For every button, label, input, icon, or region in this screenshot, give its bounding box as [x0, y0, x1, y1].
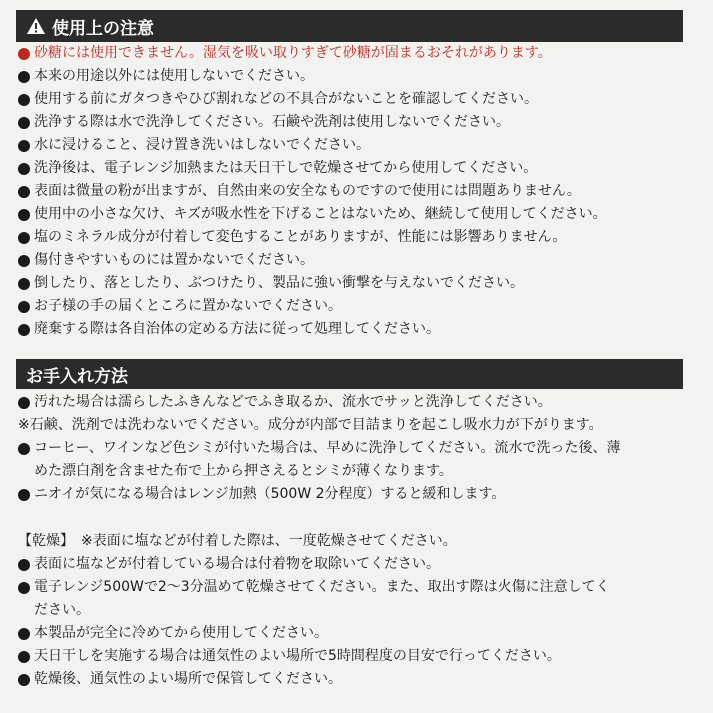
list-item	[18, 272, 698, 295]
list-item-text: 表面は微量の粉が出ますが、自然由来の安全なものですので使用には問題ありません。	[34, 183, 581, 199]
list-item	[18, 576, 698, 599]
bullet-icon	[18, 674, 30, 686]
section-header-care	[16, 359, 683, 389]
list-item-continuation	[18, 460, 698, 483]
list-item	[18, 249, 698, 272]
list-item	[18, 622, 698, 645]
bullet-icon	[18, 71, 30, 83]
bullet-icon	[18, 278, 30, 290]
bullet-icon	[18, 324, 30, 336]
list-item-continuation	[18, 599, 698, 622]
list-item-text: 使用中の小さな欠け、キズが吸水性を下げることはないため、継続して使用してください。	[34, 206, 607, 222]
list-item	[18, 645, 698, 668]
list-item-text: 塩のミネラル成分が付着して変色することがありますが、性能には影響ありません。	[34, 229, 567, 245]
list-item-text: 傷付きやすいものには置かないでください。	[34, 252, 314, 268]
bullet-icon	[18, 232, 30, 244]
bullet-icon	[18, 140, 30, 152]
bullet-icon	[18, 255, 30, 267]
list-item-text: 洗浄後は、電子レンジ加熱または天日干しで乾燥させてから使用してください。	[34, 160, 538, 176]
list-item-text: 電子レンジ500Wで2～3分温めて乾燥させてください。また、取出す際は火傷に注意してく	[34, 579, 610, 595]
list-item-text: 乾燥後、通気性のよい場所で保管してください。	[34, 671, 342, 687]
warning-triangle-icon	[26, 17, 46, 35]
list-item	[18, 226, 698, 249]
list-item	[18, 134, 698, 157]
list-item-warning	[18, 42, 698, 65]
list-item-text: 使用する前にガタつきやひび割れなどの不具合がないことを確認してください。	[34, 91, 538, 107]
list-item	[18, 203, 698, 226]
list-item-text: ※石鹸、洗剤では洗わないでください。成分が内部で目詰まりを起こし吸水力が下がります。	[18, 417, 603, 433]
list-item	[18, 668, 698, 691]
list-item-text: 本製品が完全に冷めてから使用してください。	[34, 625, 328, 641]
list-item	[18, 111, 698, 134]
list-item	[18, 553, 698, 576]
bullet-icon	[18, 397, 30, 409]
bullet-icon	[18, 489, 30, 501]
section-header-usage-cautions	[16, 10, 683, 42]
list-item-text: 水に浸けること、浸け置き洗いはしないでください。	[34, 137, 370, 153]
list-item-text: 【乾燥】 ※表面に塩などが付着した際は、一度乾燥させてください。	[18, 533, 457, 549]
bullet-icon	[18, 628, 30, 640]
bullet-icon	[18, 94, 30, 106]
bullet-icon	[18, 559, 30, 571]
list-item-text: 砂糖には使用できません。湿気を吸い取りすぎて砂糖が固まるおそれがあります。	[34, 45, 552, 61]
section-title: お手入れ方法	[26, 366, 128, 387]
list-item-text: コーヒー、ワインなど色シミが付いた場合は、早めに洗浄してください。流水で洗った後、薄	[34, 440, 621, 456]
bullet-icon	[18, 163, 30, 175]
list-item	[18, 88, 698, 111]
list-item-text: めた漂白剤を含ませた布で上から押さえるとシミが薄くなります。	[34, 463, 453, 479]
list-item	[18, 295, 698, 318]
bullet-icon	[18, 48, 30, 60]
list-note	[18, 414, 698, 437]
usage-cautions-list	[18, 42, 698, 341]
bullet-icon	[18, 186, 30, 198]
list-item-text: お子様の手の届くところに置かないでください。	[34, 298, 342, 314]
list-item	[18, 318, 698, 341]
drying-list	[18, 530, 698, 691]
list-item-text: ニオイが気になる場合はレンジ加熱（500W 2分程度）すると緩和します。	[34, 486, 506, 502]
list-item	[18, 180, 698, 203]
list-item-text: 表面に塩などが付着している場合は付着物を取除いてください。	[34, 556, 440, 572]
list-item	[18, 437, 698, 460]
list-item	[18, 391, 698, 414]
list-item-text: 汚れた場合は濡らしたふきんなどでふき取るか、流水でサッと洗浄してください。	[34, 394, 552, 410]
list-item-text: ださい。	[34, 602, 90, 618]
bullet-icon	[18, 209, 30, 221]
list-item-text: 廃棄する際は各自治体の定める方法に従って処理してください。	[34, 321, 440, 337]
list-item	[18, 483, 698, 506]
drying-heading	[18, 530, 698, 553]
list-item-text: 天日干しを実施する場合は通気性のよい場所で5時間程度の目安で行ってください。	[34, 648, 561, 664]
bullet-icon	[18, 651, 30, 663]
bullet-icon	[18, 301, 30, 313]
bullet-icon	[18, 582, 30, 594]
list-item-text: 倒したり、落としたり、ぶつけたり、製品に強い衝撃を与えないでください。	[34, 275, 524, 291]
list-item-text: 本来の用途以外には使用しないでください。	[34, 68, 314, 84]
bullet-icon	[18, 443, 30, 455]
list-item	[18, 157, 698, 180]
list-item	[18, 65, 698, 88]
section-title: 使用上の注意	[52, 18, 154, 39]
list-item-text: 洗浄する際は水で洗浄してください。石鹸や洗剤は使用しないでください。	[34, 114, 510, 130]
care-list	[18, 391, 698, 506]
bullet-icon	[18, 117, 30, 129]
